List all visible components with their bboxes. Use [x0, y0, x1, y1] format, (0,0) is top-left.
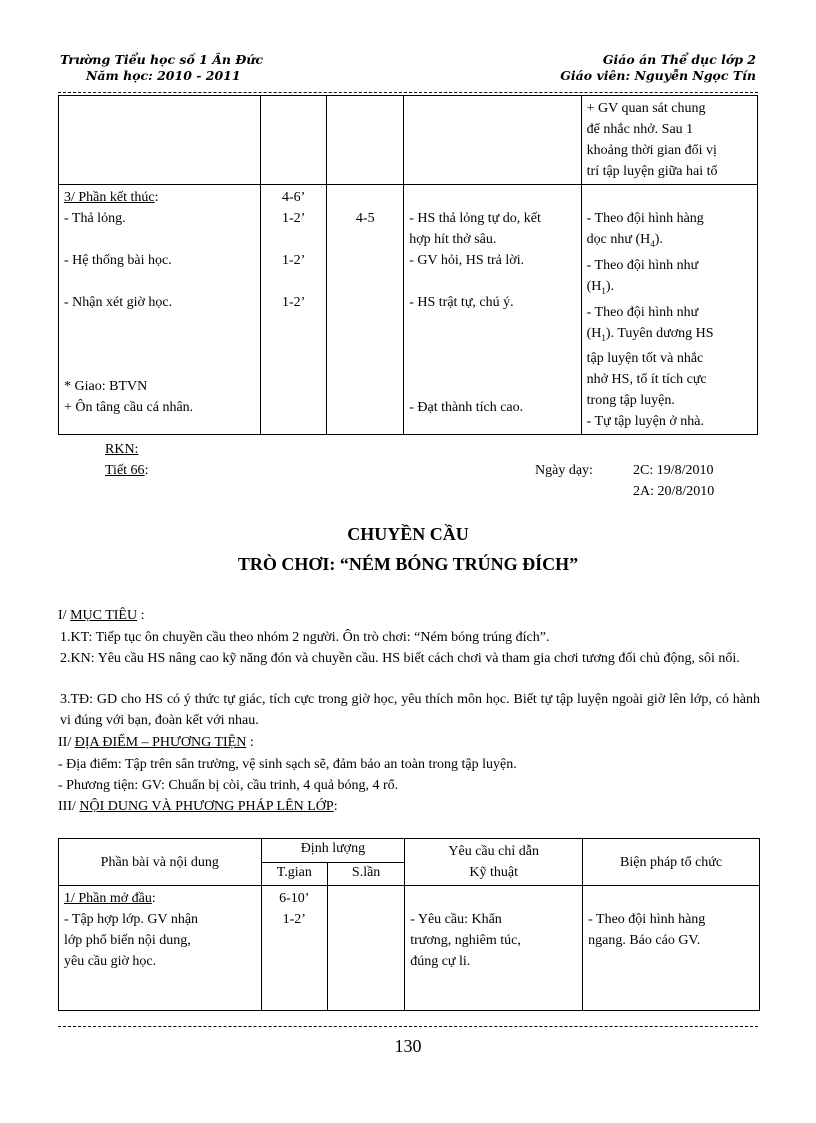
page-number: 130 [394, 1036, 422, 1056]
lesson-table-continued [58, 95, 758, 435]
header-divider [58, 92, 758, 93]
header-content: Phần bài và nội dung [59, 839, 262, 886]
lesson-title: CHUYỀN CẦU [347, 524, 469, 544]
date-2c: 2C: 19/8/2010 [633, 463, 714, 478]
date-label: Ngày dạy: [535, 463, 593, 478]
teacher-name: Giáo viên: Nguyễn Ngọc Tín [560, 68, 756, 83]
header-requirement: Yêu cầu chỉ dẫn Kỹ thuật [405, 839, 583, 886]
header-right [560, 52, 756, 84]
header-quantity: Định lượng [261, 839, 405, 863]
school-name: Trường Tiểu học số 1 Ân Đức [60, 52, 263, 67]
section-heading: 3/ Phần kết thúc [64, 190, 155, 205]
objective-knowledge: 1.KT: Tiếp tục ôn chuyền cầu theo nhóm 2 người. Ôn trò chơi: “Ném bóng trúng đích”. [60, 630, 550, 645]
content-cell: 3/ Phần kết thúc: - Thả lỏng. - Hệ thống bài học. - Nhận xét giờ học. * Giao: BTVN + Ôn tâng cầu cá nhân. [59, 185, 261, 435]
rkn-label: RKN: [105, 442, 139, 457]
section-content: III/ NỘI DUNG VÀ PHƯƠNG PHÁP LÊN LỚP: [58, 799, 338, 814]
section-place: II/ ĐỊA ĐIỂM – PHƯƠNG TIỆN : [58, 735, 254, 750]
time-cell: 4-6’ 1-2’ 1-2’ 1-2’ [261, 185, 327, 435]
org-cell: - Theo đội hình hàng ngang. Báo cáo GV. [583, 886, 760, 1011]
tools-text: - Phương tiện: GV: Chuẩn bị còi, cầu trinh, 4 quả bóng, 4 rổ. [58, 778, 399, 793]
footer-divider [58, 1026, 758, 1027]
table-header-row [59, 839, 760, 863]
table-row [59, 185, 758, 435]
content-cell: 1/ Phần mở đầu: - Tập hợp lớp. GV nhận lớp phổ biến nội dung, yêu cầu giờ học. [59, 886, 262, 1011]
time-cell: 6-10’ 1-2’ [261, 886, 327, 1011]
header-time: T.gian [261, 862, 327, 886]
place-text: - Địa điểm: Tập trên sân trường, vệ sinh sạch sẽ, đảm bảo an toàn trong tập luyện. [58, 757, 517, 772]
objective-attitude: 3.TĐ: GD cho HS có ý thức tự giác, tích cực trong giờ học, yêu thích môn học. Biết tự tập luyện ngoài giờ lên lớp, có hành vi đúng với bạn, đoàn kết với nhau. [60, 692, 760, 728]
org-cell: - Theo đội hình hàng dọc như $(H_4)$. - Theo đội hình như $(H_1)$. - Theo đội hình như $(H_1)$. Tuyên dương HS tập luyện tốt và nhắc nhở HS, tổ ít tích cực trong tập luyện. - Tự tập luyện ở nhà. [581, 185, 757, 435]
requirement-cell: - HS thả lỏng tự do, kết hợp hít thở sâu. - GV hỏi, HS trả lời. - HS trật tự, chú ý. - Đạt thành tích cao. [404, 185, 581, 435]
school-year: Năm học: 2010 - 2011 [86, 68, 241, 83]
objective-skills: 2.KN: Yêu cầu HS nâng cao kỹ năng đón và chuyền cầu. HS biết cách chơi và tham gia chơi tương đối chủ động, sôi nổi. [60, 651, 740, 666]
lesson-table [58, 838, 760, 1011]
section-heading: 1/ Phần mở đầu [64, 891, 152, 906]
org-cell: + GV quan sát chung để nhắc nhở. Sau 1 khoảng thời gian đổi vị trí tập luyện giữa hai tổ [581, 96, 757, 185]
header-reps: S.lần [328, 862, 405, 886]
lesson-number: Tiết 66: [105, 463, 149, 478]
reps-cell: 4-5 [327, 185, 404, 435]
plan-title: Giáo án Thể dục lớp 2 [602, 52, 756, 67]
table-row [59, 96, 758, 185]
table-row [59, 886, 760, 1011]
header-left [60, 52, 263, 84]
date-2a: 2A: 20/8/2010 [633, 484, 715, 499]
section-objectives: I/ MỤC TIÊU : [58, 608, 145, 623]
header-org: Biện pháp tổ chức [583, 839, 760, 886]
reps-cell [328, 886, 405, 1011]
requirement-cell: - Yêu cầu: Khẩn trương, nghiêm túc, đúng cự li. [405, 886, 583, 1011]
lesson-subtitle: TRÒ CHƠI: “NÉM BÓNG TRÚNG ĐÍCH” [237, 554, 579, 574]
